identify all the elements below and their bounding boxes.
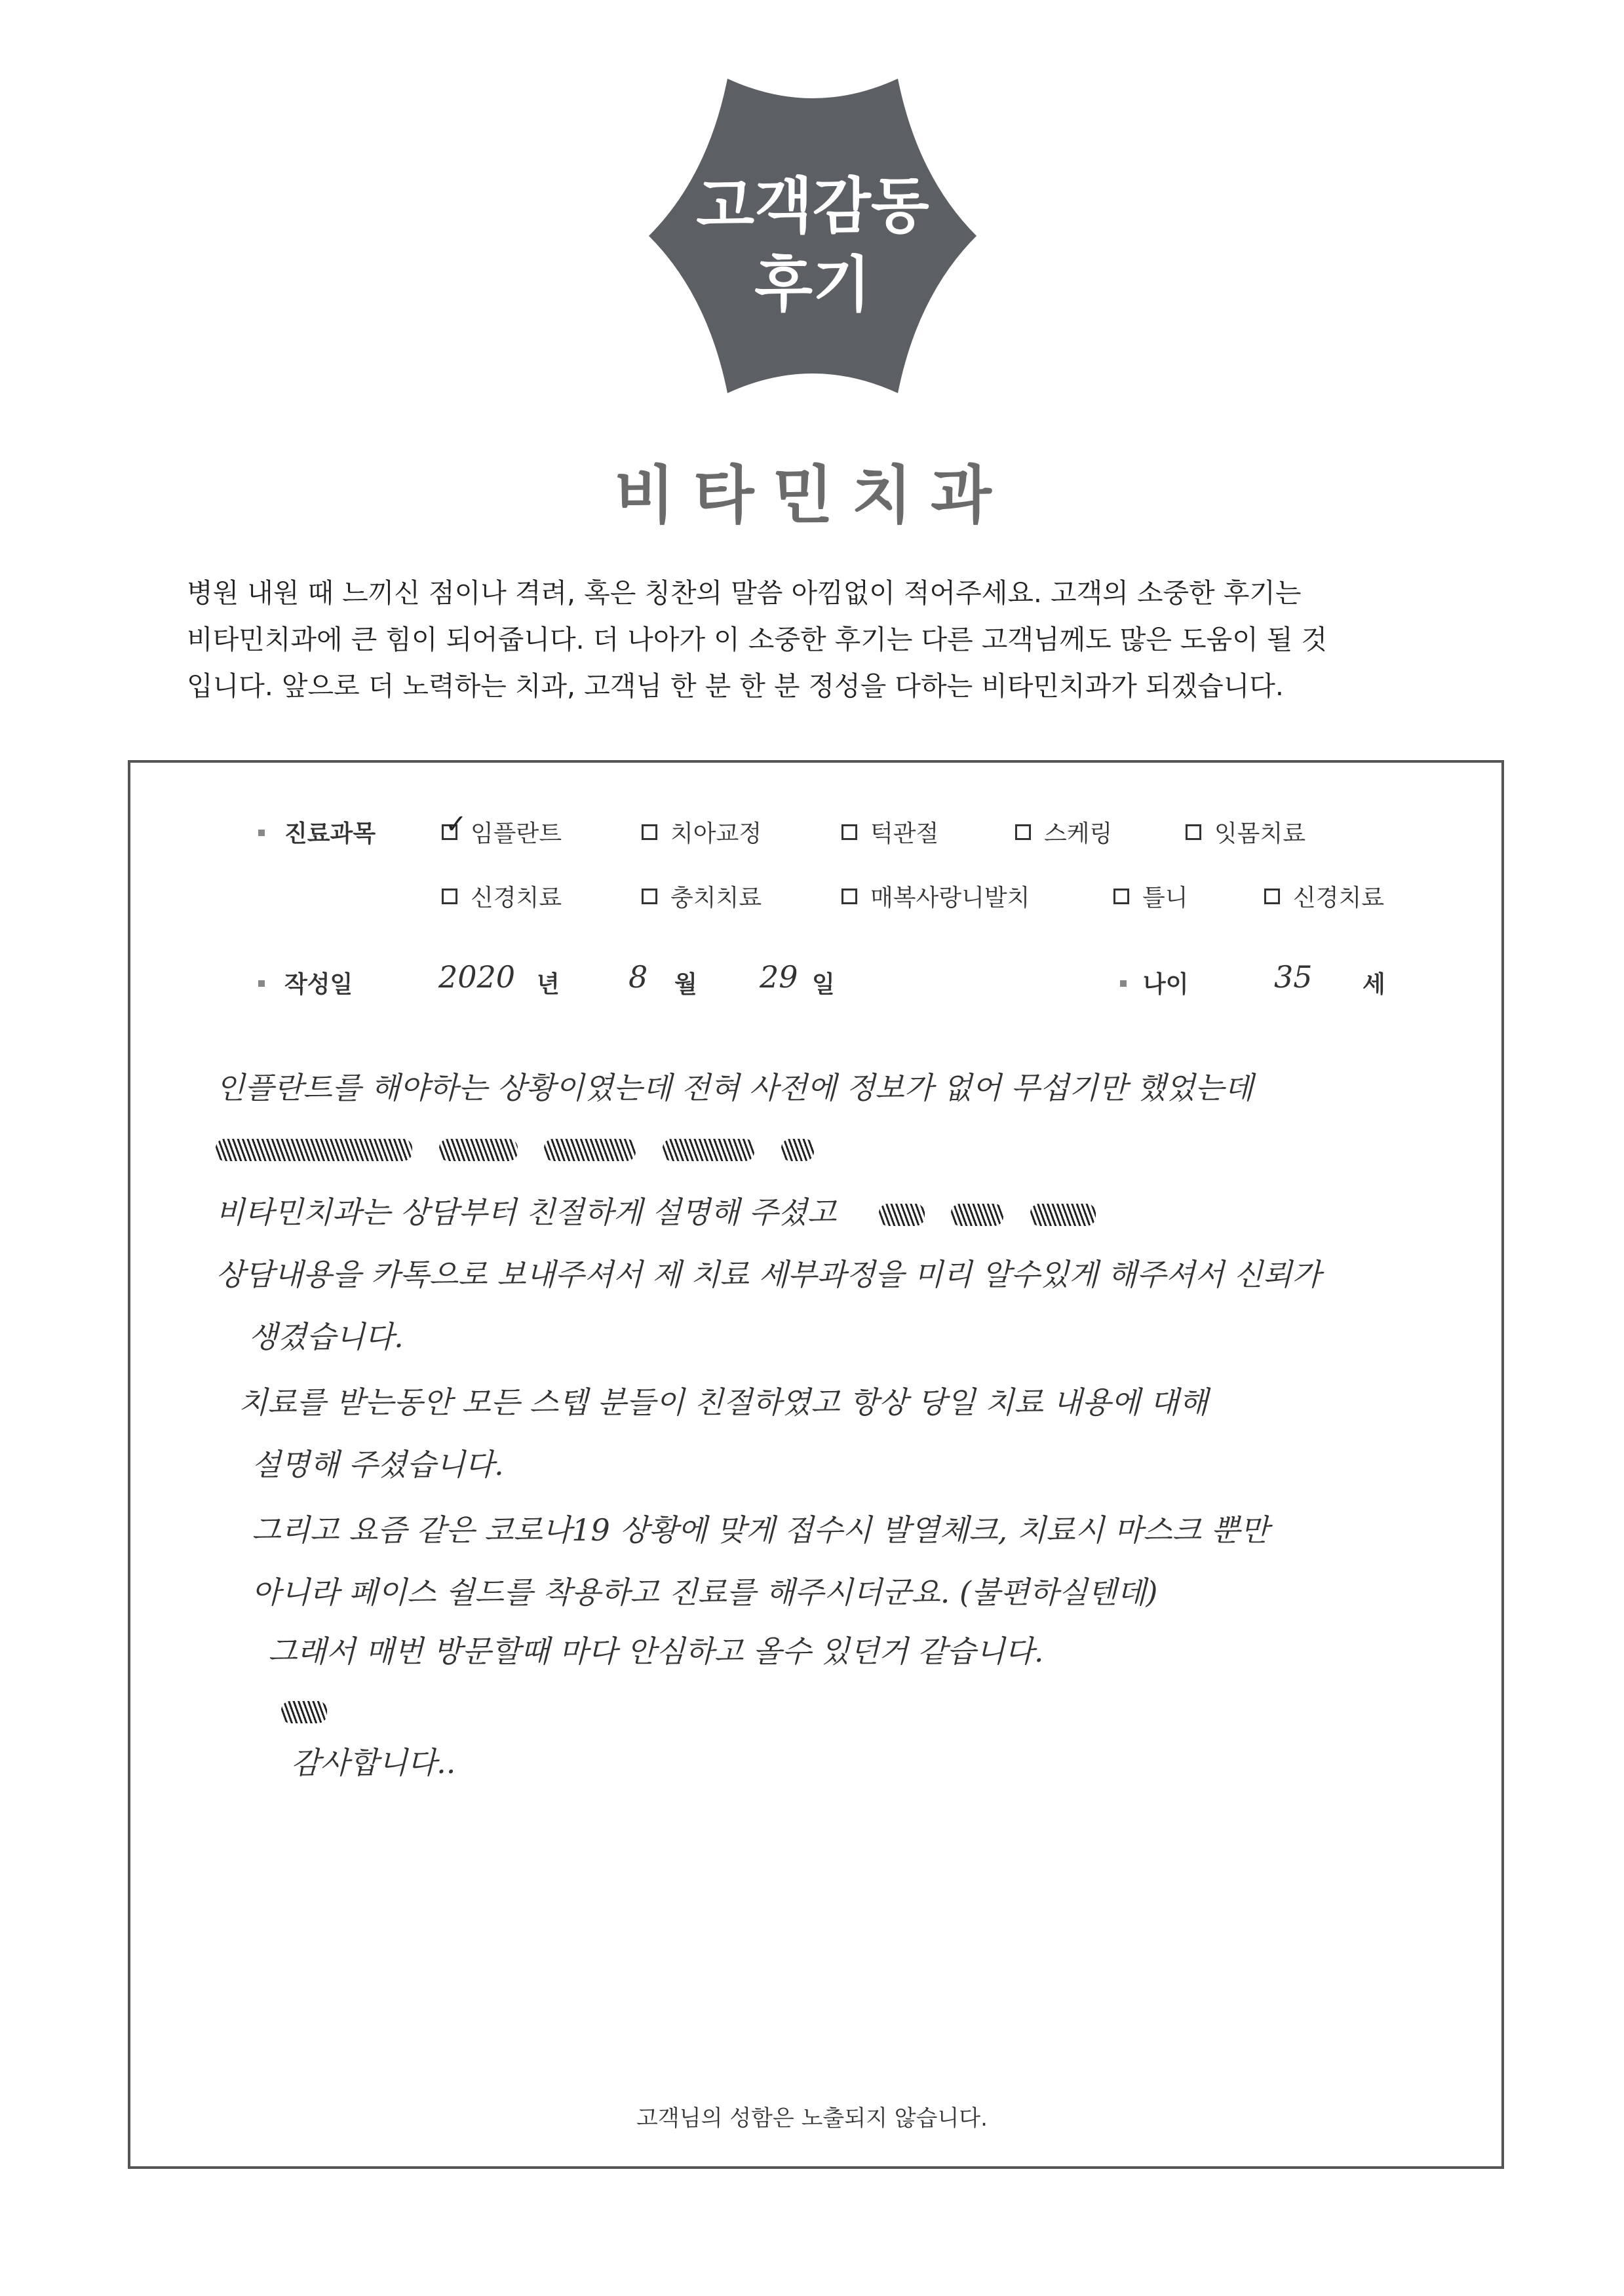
option-label: 매복사랑니발치: [870, 885, 1030, 911]
intro-line: 입니다. 앞으로 더 노력하는 치과, 고객님 한 분 한 분 정성을 다하는 비타민치과가 되겠습니다.: [187, 670, 1284, 702]
intro-line: 병원 내원 때 느끼신 점이나 격려, 혹은 칭찬의 말씀 아낌없이 적어주세요. 고객의 소중한 후기는: [187, 577, 1302, 609]
option-scaling[interactable]: [1015, 815, 1112, 849]
age-bullet: [1120, 980, 1127, 987]
date-label: 작성일: [284, 971, 353, 998]
option-label: 신경치료: [1293, 885, 1385, 911]
checkbox[interactable]: [841, 889, 857, 904]
checkbox-checked[interactable]: [442, 824, 457, 840]
review-line-text: 비타민치과는 상담부터 친절하게 설명해 주셨고: [216, 1195, 837, 1230]
intro-line: 비타민치과에 큰 힘이 되어줍니다. 더 나아가 이 소중한 후기는 다른 고객님께도 많은 도움이 될 것: [187, 624, 1328, 655]
day-unit: 일: [812, 971, 835, 998]
review-line: 그래서 매번 방문할때 마다 안심하고 올수 있던거 같습니다.: [268, 1634, 1044, 1669]
privacy-notice: 고객님의 성함은 노출되지 않습니다.: [636, 2105, 988, 2132]
age-value[interactable]: 35: [1274, 959, 1313, 995]
option-label: 잇몸치료: [1214, 820, 1306, 847]
scribble: [439, 1139, 518, 1161]
day-value[interactable]: 29: [760, 959, 798, 995]
option-implant[interactable]: [442, 815, 562, 849]
redacted-scribble-small: [281, 1692, 344, 1727]
scribble: [879, 1204, 925, 1226]
option-tmj[interactable]: [841, 815, 938, 849]
checkbox[interactable]: [1113, 889, 1129, 904]
scribble: [663, 1139, 754, 1161]
checkbox[interactable]: [1015, 824, 1031, 840]
badge-title-line1: 고객감동: [696, 171, 929, 241]
review-line: [216, 1189, 1113, 1232]
review-line: 생겼습니다.: [248, 1319, 404, 1354]
month-unit: 월: [674, 971, 697, 998]
option-cavity-treatment[interactable]: [642, 879, 762, 913]
option-label: 스케링: [1044, 820, 1113, 847]
checkbox[interactable]: [442, 889, 457, 904]
age-unit: 세: [1363, 971, 1385, 998]
review-line: 감사합니다..: [291, 1745, 456, 1780]
option-label: 틀니: [1142, 885, 1188, 911]
option-denture[interactable]: [1113, 879, 1188, 913]
option-label: 턱관절: [870, 820, 939, 847]
option-nerve-treatment-2[interactable]: [1264, 879, 1384, 913]
year-unit: 년: [537, 971, 560, 998]
review-form: [128, 760, 1504, 2169]
checkbox[interactable]: [1186, 824, 1201, 840]
option-label: 충치치료: [670, 885, 762, 911]
badge-title: [649, 167, 976, 324]
badge-title-line2: 후기: [754, 250, 871, 320]
checkbox[interactable]: [1264, 889, 1280, 904]
review-line: 인플란트를 해야하는 상황이였는데 전혀 사전에 정보가 없어 무섭기만 했었는데: [216, 1070, 1254, 1105]
scribble: [1030, 1204, 1096, 1226]
clinic-name: 비타민치과: [614, 459, 1010, 532]
checkbox[interactable]: [841, 824, 857, 840]
scribble: [951, 1204, 1003, 1226]
scribble: [281, 1701, 327, 1723]
option-label: 신경치료: [471, 885, 562, 911]
age-label: 나이: [1143, 971, 1189, 998]
year-value[interactable]: 2020: [438, 959, 516, 995]
scribble: [781, 1139, 814, 1161]
subject-label: 진료과목: [284, 820, 376, 847]
review-line: 그리고 요즘 같은 코로나19 상황에 맞게 접수시 발열체크, 치료시 마스크 뿐만: [252, 1512, 1269, 1548]
option-label: 치아교정: [670, 820, 762, 847]
option-nerve-treatment[interactable]: [442, 879, 562, 913]
review-line: 설명해 주셨습니다.: [252, 1447, 504, 1482]
option-wisdom-tooth[interactable]: [841, 879, 1030, 913]
option-gum-treatment[interactable]: [1186, 815, 1305, 849]
scribble: [216, 1139, 412, 1161]
checkbox[interactable]: [642, 824, 657, 840]
month-value[interactable]: 8: [628, 959, 648, 995]
subject-bullet: [258, 830, 265, 836]
scribble: [544, 1139, 636, 1161]
review-line: 아니라 페이스 쉴드를 착용하고 진료를 해주시더군요. (불편하실텐데): [252, 1575, 1158, 1610]
date-bullet: [258, 980, 265, 987]
option-orthodontics[interactable]: [642, 815, 762, 849]
review-line: 치료를 받는동안 모든 스텝 분들이 친절하였고 항상 당일 치료 내용에 대해: [239, 1385, 1208, 1420]
redacted-scribble-line: [216, 1130, 831, 1165]
checkbox[interactable]: [642, 889, 657, 904]
intro-paragraph: [187, 570, 1471, 710]
option-label: 임플란트: [471, 820, 562, 847]
review-line: 상담내용을 카톡으로 보내주셔서 제 치료 세부과정을 미리 알수있게 해주셔서 신뢰가: [216, 1257, 1321, 1292]
